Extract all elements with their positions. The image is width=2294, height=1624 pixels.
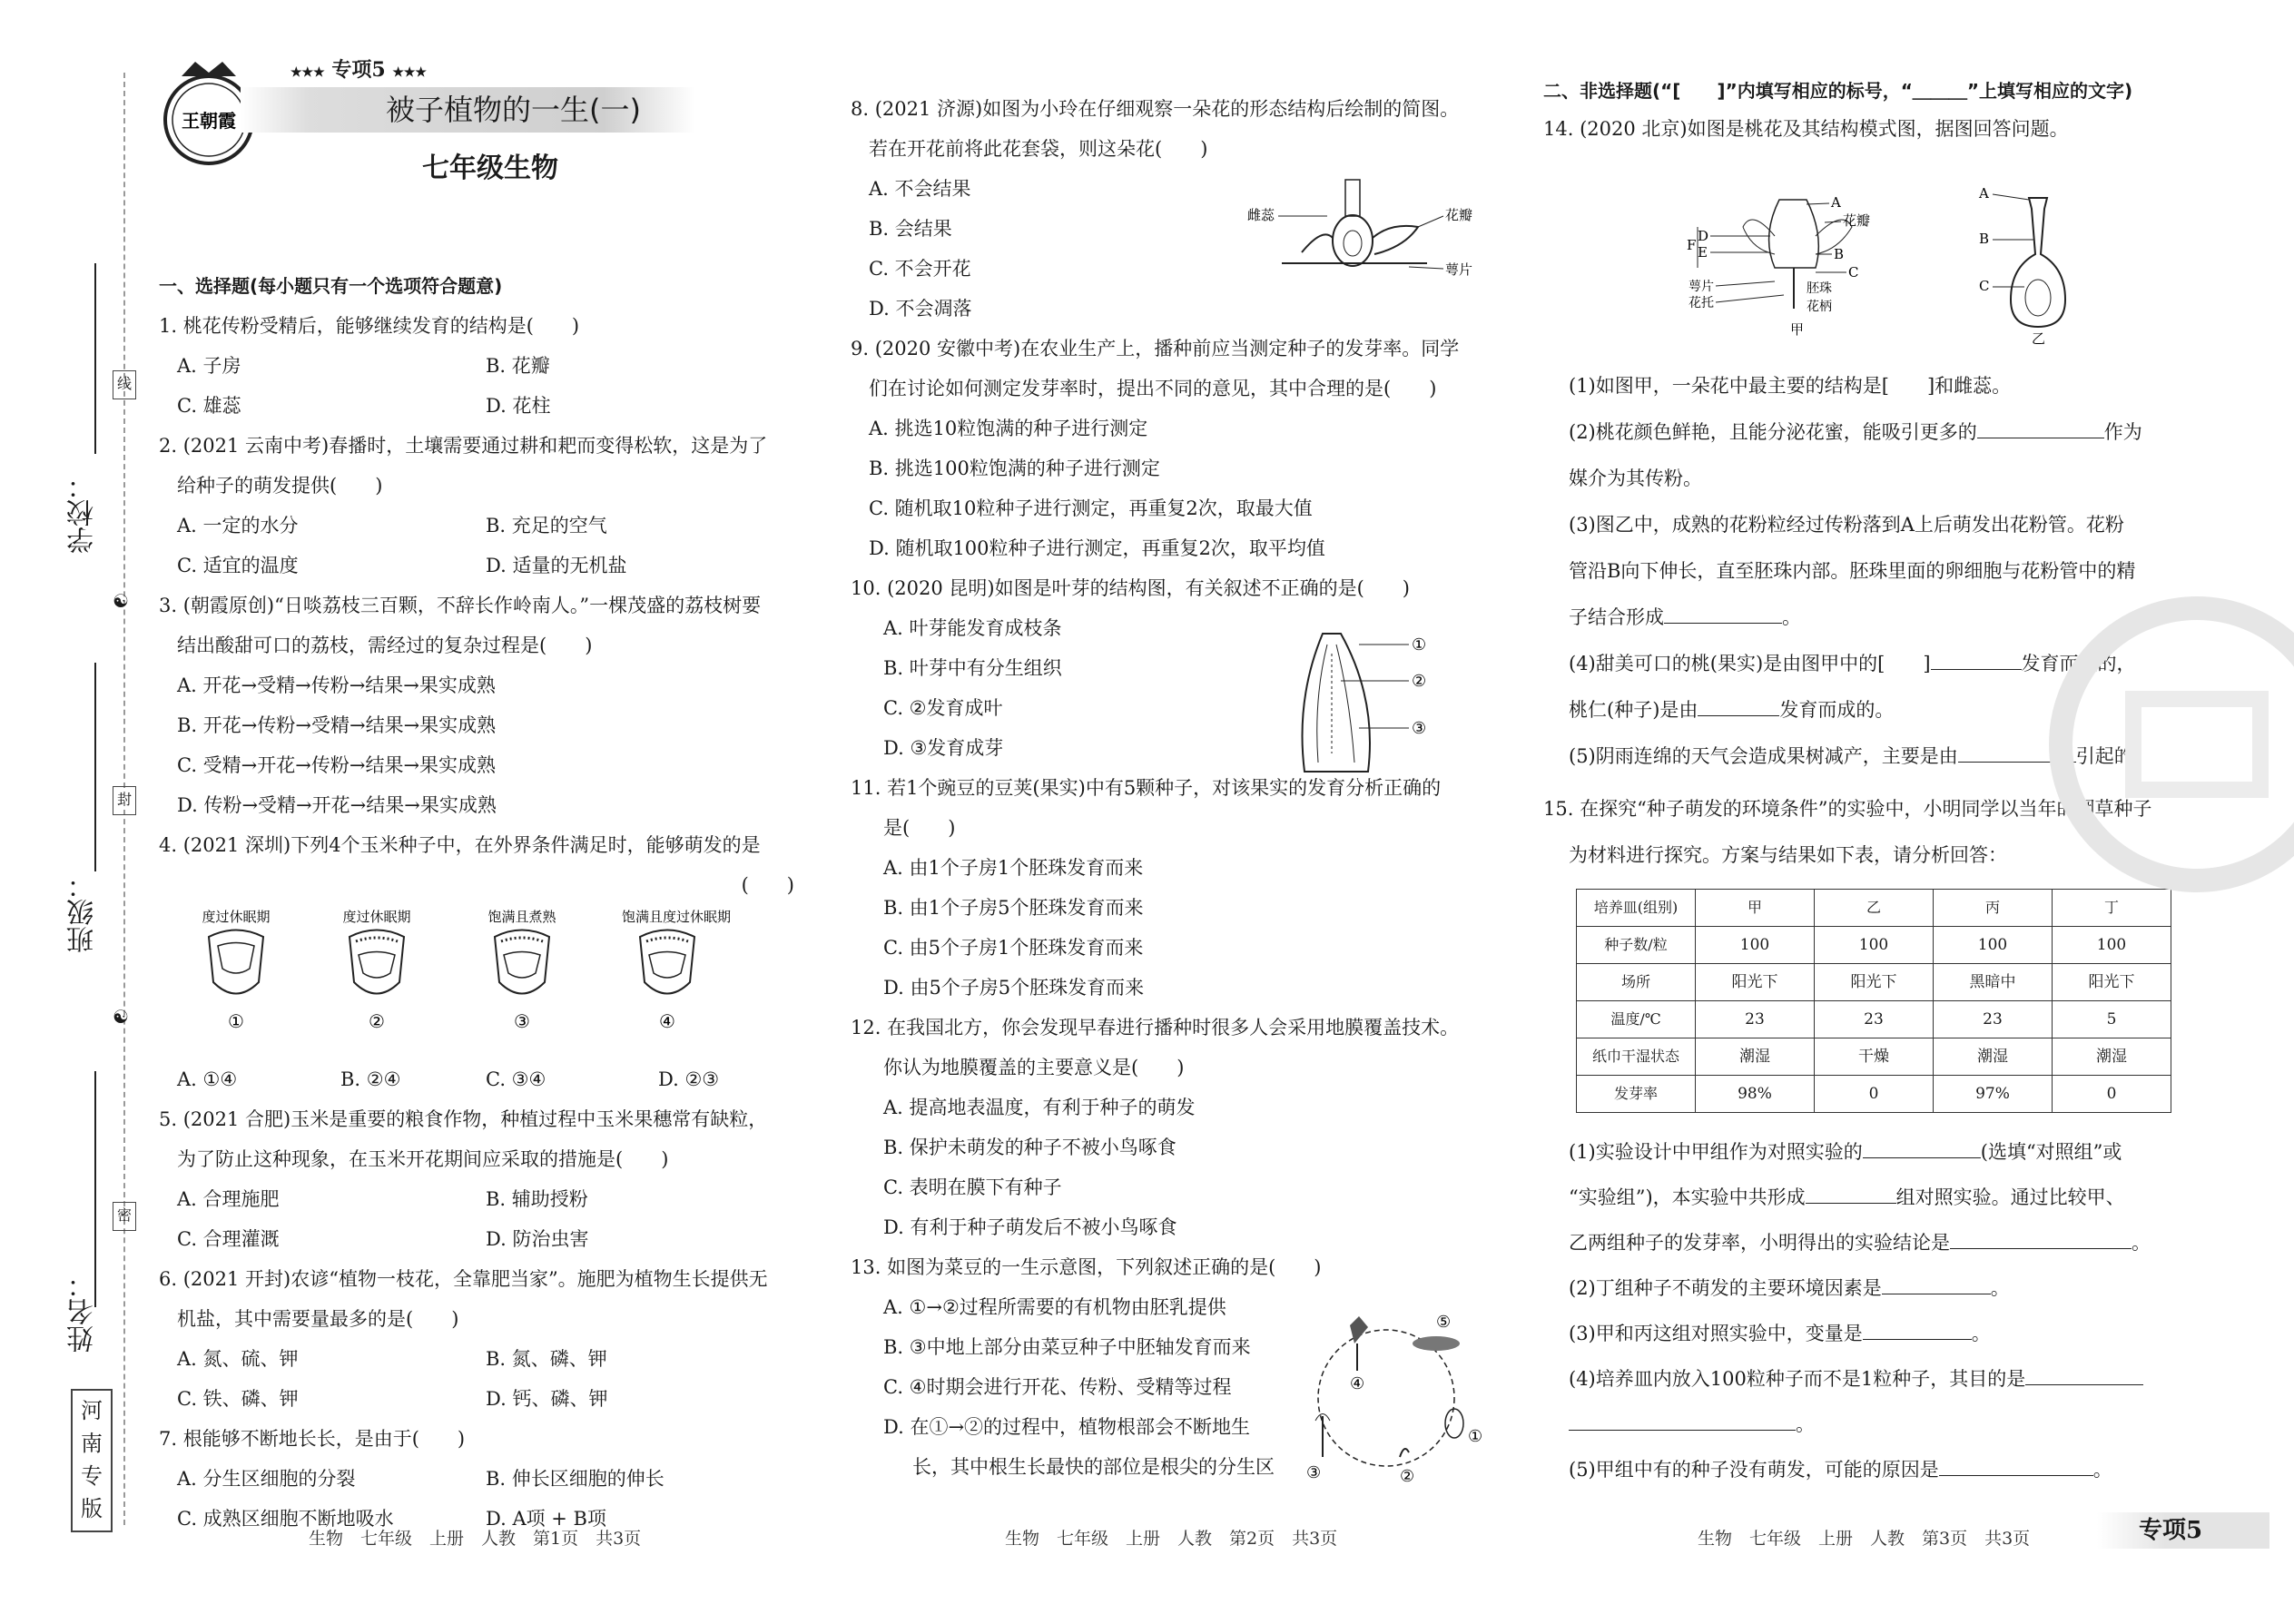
answer-blank[interactable]	[1939, 1452, 2093, 1476]
option: C. 不会开花	[869, 258, 971, 280]
peach-flower-figure	[1687, 182, 1925, 338]
column-2-content	[851, 89, 1522, 1487]
table-cell: 黑暗中	[1934, 964, 2053, 1001]
option: D. 花柱	[486, 395, 551, 417]
seal-char-line: 线	[113, 370, 136, 399]
section-heading: 一、选择题(每小题只有一个选项符合题意)	[159, 275, 503, 297]
text: 。	[1796, 1413, 1815, 1435]
question-3: 3. (朝霞原创)“日啖荔枝三百颗，不辞长作岭南人。”一棵茂盛的荔枝树要	[159, 595, 762, 616]
text: 作为	[2103, 421, 2142, 443]
page-title: 被子植物的一生(一)	[386, 93, 641, 127]
question-3-cont: 结出酸甜可口的荔枝，需经过的复杂过程是( )	[177, 635, 593, 656]
option: D. 适量的无机盐	[486, 555, 627, 576]
q15-part1-cont	[1569, 1175, 2268, 1220]
option: C. 适宜的温度	[177, 555, 299, 576]
question-9-cont: 们在讨论如何测定发芽率时，提出不同的意见，其中合理的是( )	[869, 378, 1437, 399]
seed-num: ③	[514, 1010, 530, 1032]
text: 。	[2092, 1459, 2112, 1481]
option: A. ①④	[177, 1068, 238, 1090]
option: C. 雄蕊	[177, 395, 241, 417]
q1-options	[159, 346, 831, 386]
q15-part1	[1569, 1129, 2268, 1175]
table-row	[1577, 1038, 2171, 1076]
option: C. ③④	[486, 1068, 546, 1090]
answer-blank[interactable]	[1931, 645, 2022, 670]
q14-part2	[1569, 409, 2268, 456]
footer-badge: 专项5	[2139, 1517, 2203, 1544]
option: C. 随机取10粒种子进行测定，再重复2次，取最大值	[869, 497, 1313, 519]
text: 乙两组种子的发芽率，小明得出的实验结论是	[1569, 1232, 1950, 1254]
fig-label: A	[1979, 185, 1989, 202]
question-11-cont: 是( )	[883, 817, 956, 839]
option: A. 分生区细胞的分裂	[177, 1468, 356, 1490]
option: D. ②③	[658, 1068, 720, 1090]
q5-options	[159, 1219, 831, 1259]
q15-answers	[1569, 1129, 2268, 1492]
answer-blank[interactable]	[1882, 1270, 1991, 1294]
seed-num: ②	[369, 1010, 385, 1032]
option: D. 钙、磷、钾	[486, 1388, 608, 1410]
option: D. 防治虫害	[486, 1228, 589, 1250]
q15-part4-cont	[1569, 1402, 2268, 1447]
region-char: 南	[81, 1431, 103, 1456]
table-cell: 发芽率	[1577, 1076, 1696, 1113]
option: B. 辅助授粉	[486, 1188, 588, 1210]
answer-blank[interactable]	[1569, 1406, 1796, 1431]
text: (4)培养皿内放入100粒种子而不是1粒种子，其目的是	[1569, 1368, 2026, 1390]
table-cell: 丁	[2053, 890, 2171, 927]
question-10: 10. (2020 昆明)如图是叶芽的结构图，有关叙述不正确的是( )	[851, 577, 1410, 599]
text: 。	[2132, 1232, 2151, 1254]
option: C. ④时期会进行开花、传粉、受精等过程	[883, 1376, 1232, 1398]
q14-part3: (3)图乙中，成熟的花粉粒经过传粉落到A上后萌发出花粉管。花粉	[1569, 514, 2124, 536]
option: D. 在①→②的过程中，植物根部会不断地生	[883, 1416, 1251, 1438]
table-cell: 干燥	[1815, 1038, 1934, 1076]
option: A. 提高地表温度，有利于种子的萌发	[883, 1097, 1196, 1118]
seal-char-seal: 封	[113, 786, 136, 815]
text: 。	[1990, 1277, 2010, 1299]
fig-label: C	[1848, 264, 1859, 281]
option: D. 随机取100粒种子进行测定，再重复2次，取平均值	[869, 537, 1325, 559]
q6-options	[159, 1379, 831, 1419]
text: (1)实验设计中甲组作为对照实验的	[1569, 1141, 1863, 1163]
option: A. 不会结果	[869, 178, 971, 200]
table-cell: 温度/℃	[1577, 1001, 1696, 1038]
option: D. 传粉→受精→开花→结果→果实成熟	[177, 794, 497, 816]
q15-part1-end	[1569, 1220, 2268, 1265]
table-cell: 潮湿	[1934, 1038, 2053, 1076]
q5-options	[159, 1179, 831, 1219]
stars-right: ★★★	[392, 65, 427, 80]
text: 组对照实验。通过比较甲、	[1895, 1186, 2125, 1208]
column-3	[1543, 0, 2269, 1624]
table-cell: 98%	[1696, 1076, 1815, 1113]
option: C. 受精→开花→传粉→结果→果实成熟	[177, 754, 497, 776]
option: C. 由5个子房1个胚珠发育而来	[883, 937, 1144, 959]
question-14: 14. (2020 北京)如图是桃花及其结构模式图，据图回答问题。	[1543, 118, 2069, 140]
question-8-cont: 若在开花前将此花套袋，则这朵花( )	[869, 138, 1208, 160]
table-cell: 100	[1696, 927, 1815, 964]
fig-label: C	[1979, 278, 1990, 294]
fig-label: 萼片	[1689, 280, 1714, 294]
text: (5)甲组中有的种子没有萌发，可能的原因是	[1569, 1459, 1939, 1481]
table-row	[1577, 964, 2171, 1001]
table-cell: 阳光下	[1696, 964, 1815, 1001]
option: B. 会结果	[869, 218, 952, 240]
column-2	[851, 0, 1522, 1624]
table-cell: 甲	[1696, 890, 1815, 927]
text: (4)甜美可口的桃(果实)是由图甲中的[ ]	[1569, 653, 1931, 674]
table-cell: 0	[1815, 1076, 1934, 1113]
option: A. 一定的水分	[177, 515, 299, 536]
seed-label: 饱满且煮熟	[487, 909, 556, 925]
text: 发育而成的。	[1779, 699, 1895, 721]
option: D. 不会凋落	[869, 298, 972, 320]
table-cell: 23	[1934, 1001, 2053, 1038]
section-heading: 二、非选择题(“[ ]”内填写相应的标号，“＿＿＿”上填写相应的文字)	[1543, 80, 2133, 102]
question-2-cont: 给种子的萌发提供( )	[177, 475, 383, 497]
table-cell: 种子数/粒	[1577, 927, 1696, 964]
text: (3)甲和丙这组对照实验中，变量是	[1569, 1323, 1863, 1344]
fig-label: 胚珠	[1807, 281, 1832, 296]
ornament-icon: ☯	[113, 1006, 129, 1028]
q2-options	[159, 546, 831, 586]
option: B. ②④	[340, 1068, 401, 1090]
option: A. 开花→受精→传粉→结果→果实成熟	[177, 674, 496, 696]
text: 桃仁(种子)是由	[1569, 699, 1698, 721]
answer-blank[interactable]	[1950, 1225, 2132, 1249]
stars-left: ★★★	[290, 65, 325, 80]
text: 发育而成的，	[2021, 653, 2136, 674]
answer-paren: ( )	[741, 874, 794, 896]
table-cell: 0	[2053, 1076, 2171, 1113]
region-char: 专	[81, 1463, 103, 1489]
question-2: 2. (2021 云南中考)春播时，土壤需要通过耕和耙而变得松软，这是为了	[159, 435, 768, 457]
school-label: 学校：	[67, 472, 99, 554]
class-label: 班级：	[67, 871, 99, 953]
region-badge	[71, 1389, 113, 1532]
fig-label: 甲	[1790, 321, 1805, 338]
q14-part2-cont: 媒介为其传粉。	[1569, 468, 1702, 489]
region-char: 河	[81, 1398, 103, 1423]
option: B. 花瓣	[486, 355, 550, 377]
text: (5)阴雨连绵的天气会造成果树减产，主要是由	[1569, 745, 1958, 767]
fig-label: 雌蕊	[1247, 207, 1275, 223]
fig-label: ③	[1306, 1463, 1322, 1482]
option: B. 开花→传粉→受精→结果→果实成熟	[177, 714, 497, 736]
fig-label: 花瓣	[1445, 207, 1473, 223]
option: A. 合理施肥	[177, 1188, 280, 1210]
question-1: 1. 桃花传粉受精后，能够继续发育的结构是( )	[159, 315, 580, 337]
fig-label: ④	[1350, 1374, 1365, 1393]
option: C. 表明在膜下有种子	[883, 1176, 1062, 1198]
question-15: 15. 在探究“种子萌发的环境条件”的实验中，小明同学以当年的烟草种子	[1543, 798, 2152, 820]
text: 。	[1782, 606, 1801, 628]
answer-blank[interactable]	[1664, 599, 1782, 624]
table-cell: 5	[2053, 1001, 2171, 1038]
question-12-cont: 你认为地膜覆盖的主要意义是( )	[883, 1057, 1185, 1078]
fig-label: B	[1979, 231, 1990, 247]
table-cell: 丙	[1934, 890, 2053, 927]
option: A. 由1个子房1个胚珠发育而来	[883, 857, 1144, 879]
page-footer-1: 生物 七年级 上册 人教 第1页 共3页	[309, 1529, 642, 1549]
header-banner	[159, 54, 812, 200]
question-4: 4. (2021 深圳)下列4个玉米种子中，在外界条件满足时，能够萌发的是	[159, 834, 761, 856]
subject-title: 七年级生物	[422, 153, 558, 184]
q15-part2	[1569, 1265, 2268, 1311]
fig-label: ①	[1412, 635, 1427, 655]
text: 引起的。	[2075, 745, 2152, 767]
table-cell: 97%	[1934, 1076, 2053, 1113]
logo-text: 王朝霞	[182, 110, 236, 132]
page-footer-2: 生物 七年级 上册 人教 第2页 共3页	[1005, 1529, 1338, 1549]
option: A. 子房	[177, 355, 241, 377]
q15-part3	[1569, 1311, 2268, 1356]
q15-part4	[1569, 1356, 2268, 1402]
school-line	[94, 263, 96, 454]
option: B. ③中地上部分由菜豆种子中胚轴发育而来	[883, 1336, 1251, 1358]
fig-label: ①	[1468, 1427, 1483, 1446]
fig-label: B	[1834, 246, 1845, 262]
section-1	[159, 266, 831, 1539]
question-6: 6. (2021 开封)农谚“植物一枝花，全靠肥当家”。施肥为植物生长提供无	[159, 1268, 768, 1290]
fig-label: 萼片	[1445, 261, 1473, 278]
fig-label: ②	[1400, 1467, 1415, 1486]
option: D. 由5个子房5个胚珠发育而来	[883, 977, 1145, 999]
class-line	[94, 663, 96, 871]
option: C. ②发育成叶	[883, 697, 1003, 719]
option: A. 叶芽能发育成枝条	[883, 617, 1062, 639]
region-char: 版	[81, 1496, 103, 1521]
option: B. 叶芽中有分生组织	[883, 657, 1062, 679]
column-1	[159, 0, 831, 1624]
option: A. ①→②过程所需要的有机物由胚乳提供	[883, 1296, 1226, 1318]
question-11: 11. 若1个豌豆的豆荚(果实)中有5颗种子，对该果实的发育分析正确的	[851, 777, 1442, 799]
text: 。	[1971, 1323, 1991, 1344]
name-label: 姓名：	[67, 1271, 99, 1353]
text: (2)丁组种子不萌发的主要环境因素是	[1569, 1277, 1882, 1299]
bean-lifecycle-figure	[1286, 1307, 1495, 1489]
fig-label: ③	[1412, 719, 1427, 738]
seed-num: ④	[659, 1010, 675, 1032]
table-cell: 阳光下	[1815, 964, 1934, 1001]
answer-blank[interactable]	[1863, 1134, 1981, 1158]
leaf-bud-figure	[1277, 626, 1459, 776]
table-cell: 场所	[1577, 964, 1696, 1001]
option: C. 铁、磷、钾	[177, 1388, 299, 1410]
question-6-cont: 机盐，其中需要量最多的是( )	[177, 1308, 459, 1330]
question-7: 7. 根能够不断地长长，是由于( )	[159, 1428, 466, 1450]
table-cell: 23	[1815, 1001, 1934, 1038]
question-12: 12. 在我国北方，你会发现早春进行播种时很多人会采用地膜覆盖技术。	[851, 1017, 1460, 1038]
flower-figure	[1245, 172, 1482, 290]
fig-label: 花柄	[1807, 300, 1832, 314]
fig-label: D	[1698, 228, 1709, 244]
table-cell: 100	[1934, 927, 2053, 964]
series-name: 专项5	[331, 58, 386, 82]
question-5: 5. (2021 合肥)玉米是重要的粮食作物，种植过程中玉米果穗常有缺粒，	[159, 1108, 768, 1130]
table-row	[1577, 1076, 2171, 1113]
option: B. 氮、磷、钾	[486, 1348, 607, 1370]
text: “实验组”)，本实验中共形成	[1569, 1186, 1806, 1208]
option: C. 合理灌溉	[177, 1228, 280, 1250]
fig-label: 花瓣	[1843, 212, 1871, 229]
text: (2)桃花颜色鲜艳，且能分泌花蜜，能吸引更多的	[1569, 421, 1977, 443]
question-8: 8. (2021 济源)如图为小玲在仔细观察一朵花的形态结构后绘制的简图。	[851, 98, 1460, 120]
q14-part3-cont: 管沿B向下伸长，直至胚珠内部。胚珠里面的卵细胞与花粉管中的精	[1569, 560, 2136, 582]
answer-blank[interactable]	[2025, 1361, 2143, 1385]
seed-num: ①	[228, 1010, 244, 1032]
table-cell: 培养皿(组别)	[1577, 890, 1696, 927]
text: 子结合形成	[1569, 606, 1664, 628]
option: C. 成熟区细胞不断地吸水	[177, 1508, 394, 1530]
question-15-cont: 为材料进行探究。方案与结果如下表，请分析回答：	[1569, 844, 2007, 866]
option: A. 氮、硫、钾	[177, 1348, 299, 1370]
q6-options	[159, 1339, 831, 1379]
table-cell: 潮湿	[1696, 1038, 1815, 1076]
ornament-icon: ☯	[113, 590, 129, 612]
option: B. 挑选100粒饱满的种子进行测定	[869, 458, 1160, 479]
option: B. 保护未萌发的种子不被小鸟啄食	[883, 1137, 1177, 1158]
seed-label: 饱满且度过休眠期	[621, 909, 732, 925]
answer-blank[interactable]	[1863, 1315, 1972, 1340]
fig-label: A	[1831, 194, 1841, 211]
question-5-cont: 为了防止这种现象，在玉米开花期间应采取的措施是( )	[177, 1148, 669, 1170]
corn-seeds-svg	[159, 905, 831, 1059]
series-title	[290, 54, 427, 88]
option: D. A项 + B项	[486, 1508, 606, 1530]
option-cont: 长，其中根生长最快的部位是根尖的分生区	[912, 1456, 1275, 1478]
corn-seeds-figure	[159, 905, 831, 1059]
q4-options	[159, 1059, 831, 1099]
fig-label: 花托	[1689, 296, 1714, 310]
option: D. 有利于种子萌发后不被小鸟啄食	[883, 1216, 1177, 1238]
table-cell: 阳光下	[2053, 964, 2171, 1001]
table-cell: 23	[1696, 1001, 1815, 1038]
option: B. 伸长区细胞的伸长	[486, 1468, 665, 1490]
q14-part1: (1)如图甲，一朵花中最主要的结构是[ ]和雌蕊。	[1569, 375, 2012, 397]
option: A. 挑选10粒饱满的种子进行测定	[869, 418, 1148, 439]
seed-label: 度过休眠期	[342, 909, 411, 925]
fig-label: 乙	[2032, 330, 2046, 347]
text: (选填“对照组”或	[1980, 1141, 2122, 1163]
answer-blank[interactable]	[1977, 414, 2104, 438]
table-cell: 纸巾干湿状态	[1577, 1038, 1696, 1076]
fig-label: ②	[1412, 672, 1427, 691]
page-footer-3: 生物 七年级 上册 人教 第3页 共3页	[1698, 1529, 2031, 1549]
option: B. 充足的空气	[486, 515, 607, 536]
question-13: 13. 如图为菜豆的一生示意图，下列叙述正确的是( )	[851, 1256, 1322, 1278]
option: D. ③发育成芽	[883, 737, 1004, 759]
watermark-seal-icon	[2052, 590, 2269, 953]
seal-char-close: 密	[113, 1202, 136, 1231]
seed-label: 度过休眠期	[202, 909, 271, 925]
table-row	[1577, 1001, 2171, 1038]
table-cell: 100	[2053, 927, 2171, 964]
option: B. 由1个子房5个胚珠发育而来	[883, 897, 1144, 919]
q2-options	[159, 506, 831, 546]
table-cell: 潮湿	[2053, 1038, 2171, 1076]
fig-label: F	[1687, 237, 1697, 253]
table-cell: 乙	[1815, 890, 1934, 927]
q1-options	[159, 386, 831, 426]
question-9: 9. (2020 安徽中考)在农业生产上，播种前应当测定种子的发芽率。同学	[851, 338, 1460, 359]
pistil-figure	[1979, 182, 2097, 347]
fig-label: ⑤	[1436, 1313, 1452, 1332]
answer-blank[interactable]	[1806, 1179, 1896, 1204]
q7-options	[159, 1459, 831, 1499]
table-cell: 100	[1815, 927, 1934, 964]
fig-label: E	[1698, 244, 1708, 261]
answer-blank[interactable]	[1698, 692, 1779, 716]
q15-part5	[1569, 1447, 2268, 1492]
